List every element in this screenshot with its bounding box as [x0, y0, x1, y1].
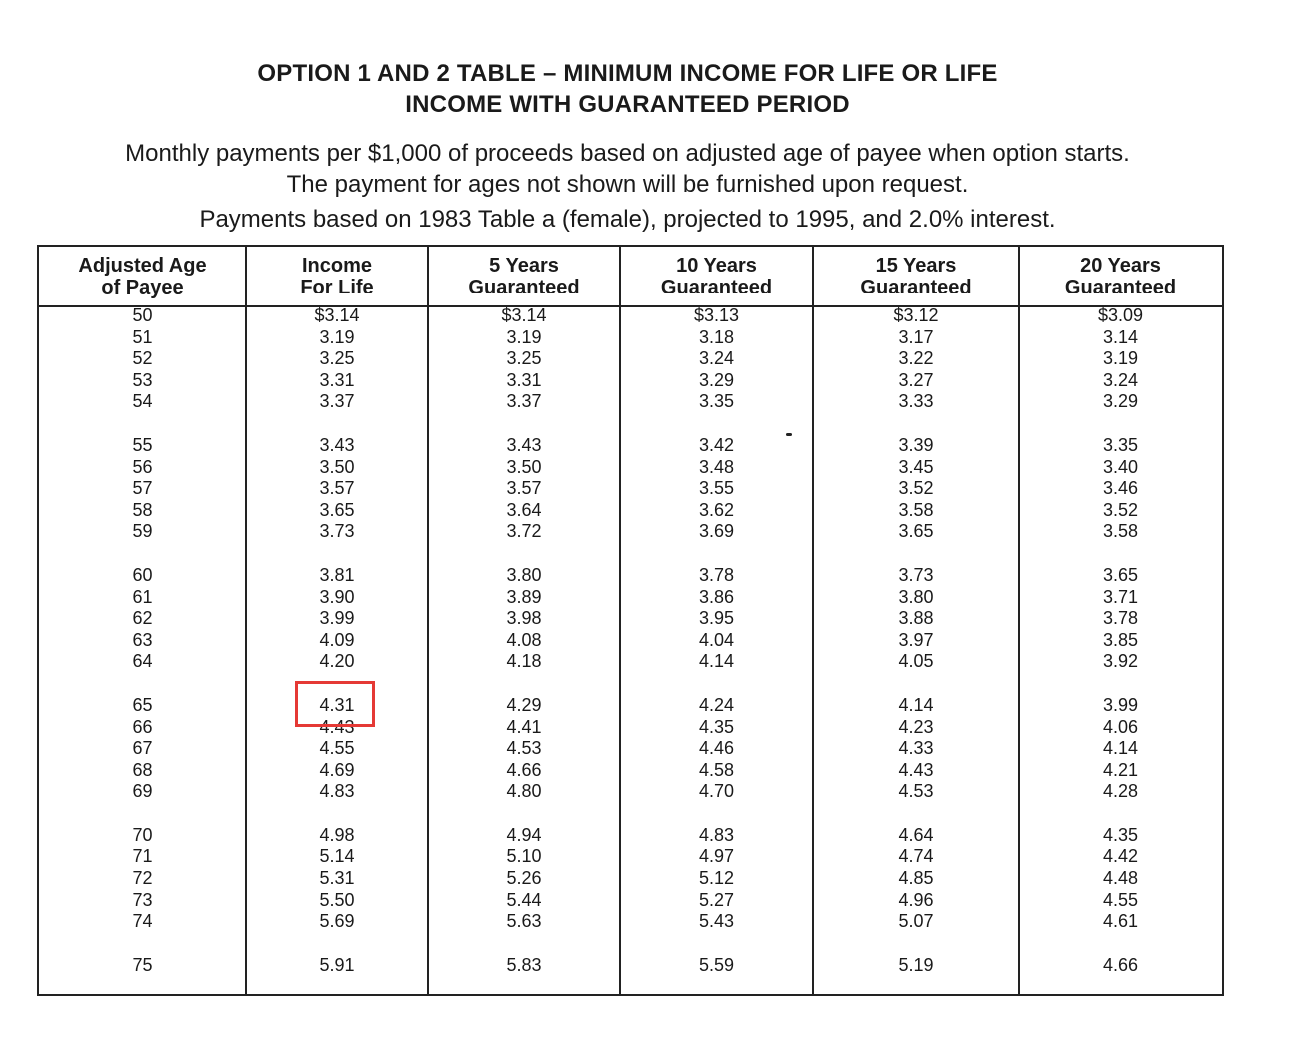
payment-cell: 4.20	[319, 651, 355, 672]
column-header-line-2: of Payee	[101, 277, 184, 299]
payment-cell: 3.24	[698, 348, 735, 369]
payment-cell: 3.27	[898, 369, 934, 390]
payment-cell: 3.24	[1102, 369, 1139, 390]
payment-cell: 3.57	[319, 478, 355, 499]
age-cell: 63	[132, 629, 153, 650]
row-group	[39, 435, 246, 543]
age-cell: 64	[132, 651, 153, 672]
age-cell: 73	[132, 889, 153, 910]
age-cell: 59	[132, 521, 153, 542]
payment-cell: 4.14	[698, 651, 735, 672]
payment-cell: 4.94	[506, 824, 542, 845]
row-group	[246, 825, 428, 933]
payment-cell: 4.31	[319, 694, 355, 715]
payment-cell: 3.31	[506, 369, 542, 390]
payment-cell: 3.78	[698, 564, 735, 585]
payment-cell: 3.52	[898, 478, 934, 499]
payment-cell: 3.72	[506, 521, 542, 542]
payment-cell: 3.65	[898, 521, 934, 542]
column-header-line-1: 20 Years	[1080, 255, 1161, 277]
payment-cell: 4.53	[506, 738, 542, 759]
payment-cell: 5.27	[698, 889, 735, 910]
payment-cell: 5.26	[506, 868, 542, 889]
column-header-line-2: Guaranteed	[660, 277, 773, 293]
title-line-1: OPTION 1 AND 2 TABLE – MINIMUM INCOME FOR LIFE OR LIFE	[257, 60, 998, 87]
column-header-age	[39, 255, 246, 299]
payment-cell: 4.33	[898, 738, 934, 759]
payment-cell: 4.46	[698, 738, 735, 759]
column-10-years	[620, 305, 813, 998]
payment-cell: 4.98	[319, 824, 355, 845]
payment-cell: 4.29	[506, 694, 542, 715]
payment-cell: 3.46	[1102, 478, 1139, 499]
payment-cell: 4.18	[506, 651, 542, 672]
payment-cell: 3.62	[698, 499, 735, 520]
column-header-line-1: 15 Years	[875, 255, 957, 277]
payment-cell: 3.19	[319, 326, 355, 347]
payment-cell: 4.64	[898, 824, 934, 845]
row-group	[428, 955, 620, 977]
payment-cell: 3.98	[506, 608, 542, 629]
payment-cell: 3.48	[698, 456, 735, 477]
column-header-5-years	[428, 255, 620, 293]
row-group	[39, 565, 246, 673]
payment-table	[37, 245, 1224, 996]
row-group	[246, 435, 428, 543]
age-cell: 52	[132, 348, 153, 369]
payment-cell: 3.31	[319, 369, 355, 390]
row-group	[1019, 695, 1222, 803]
row-group	[428, 435, 620, 543]
payment-cell: 3.19	[1102, 348, 1139, 369]
payment-cell: 4.24	[698, 694, 735, 715]
payment-cell: 3.37	[506, 391, 542, 412]
payment-cell: 3.42	[698, 434, 735, 455]
payment-cell: 3.57	[506, 478, 542, 499]
payment-cell: 4.09	[319, 629, 355, 650]
payment-cell: 5.12	[698, 868, 735, 889]
description-line-3: Payments based on 1983 Table a (female), projected to 1995, and 2.0% interest.	[199, 206, 1056, 233]
row-group	[1019, 825, 1222, 933]
payment-cell: $3.14	[501, 305, 547, 325]
payment-cell: 5.10	[506, 846, 542, 867]
payment-cell: 3.33	[898, 391, 934, 412]
age-cell: 68	[132, 759, 153, 780]
age-cell: 72	[132, 868, 153, 889]
payment-cell: 4.83	[319, 781, 355, 802]
row-group	[246, 305, 428, 413]
age-cell: 62	[132, 608, 153, 629]
age-cell: 60	[132, 564, 153, 585]
payment-cell: 5.44	[506, 889, 542, 910]
payment-cell: 3.69	[698, 521, 735, 542]
payment-cell: 3.17	[898, 326, 934, 347]
payment-cell: 4.42	[1102, 846, 1139, 867]
payment-cell: 4.14	[1102, 738, 1139, 759]
payment-cell: 3.73	[898, 564, 934, 585]
payment-cell: 5.14	[319, 846, 355, 867]
payment-cell: 3.92	[1102, 651, 1139, 672]
column-header-line-1: 5 Years	[489, 255, 559, 277]
payment-cell: 3.50	[506, 456, 542, 477]
payment-cell: 3.29	[1102, 391, 1139, 412]
payment-cell: 3.39	[898, 434, 934, 455]
row-group	[620, 435, 813, 543]
payment-cell: 4.06	[1102, 716, 1139, 737]
payment-cell: $3.09	[1097, 305, 1144, 325]
age-cell: 57	[132, 478, 153, 499]
age-cell: 61	[132, 586, 153, 607]
row-group	[428, 825, 620, 933]
payment-cell: 3.88	[898, 608, 934, 629]
payment-cell: 4.66	[506, 759, 542, 780]
age-cell: 50	[132, 305, 153, 325]
payment-cell: 3.58	[1102, 521, 1139, 542]
payment-cell: 5.19	[898, 954, 934, 975]
row-group	[813, 435, 1019, 543]
payment-cell: 4.97	[698, 846, 735, 867]
column-header-15-years	[813, 255, 1019, 293]
payment-cell: 3.65	[319, 499, 355, 520]
column-age	[39, 305, 246, 998]
highlight-box	[295, 681, 375, 727]
payment-cell: 4.58	[698, 759, 735, 780]
row-group	[620, 565, 813, 673]
payment-cell: 3.99	[1102, 694, 1139, 715]
row-group	[1019, 435, 1222, 543]
payment-cell: 3.35	[698, 391, 735, 412]
row-group	[813, 565, 1019, 673]
payment-cell: 4.43	[319, 716, 355, 737]
payment-cell: 4.70	[698, 781, 735, 802]
payment-cell: 3.71	[1102, 586, 1139, 607]
payment-cell: 5.59	[698, 954, 735, 975]
row-group	[39, 695, 246, 803]
row-group	[1019, 565, 1222, 673]
payment-cell: 4.85	[898, 868, 934, 889]
payment-cell: 4.41	[506, 716, 542, 737]
payment-cell: 3.78	[1102, 608, 1139, 629]
payment-cell: 3.80	[898, 586, 934, 607]
payment-cell: 4.74	[898, 846, 934, 867]
payment-cell: 3.45	[898, 456, 934, 477]
payment-cell: 3.99	[319, 608, 355, 629]
age-cell: 58	[132, 499, 153, 520]
payment-cell: 5.63	[506, 911, 542, 932]
description-line-1: Monthly payments per $1,000 of proceeds based on adjusted age of payee when option starts.	[125, 140, 1130, 167]
payment-cell: 3.97	[898, 629, 934, 650]
payment-cell: 4.48	[1102, 868, 1139, 889]
payment-cell: 3.35	[1102, 434, 1139, 455]
row-group	[813, 695, 1019, 803]
row-group	[246, 955, 428, 977]
column-header-line-2: Guaranteed	[1064, 277, 1177, 293]
payment-cell: 3.95	[698, 608, 735, 629]
payment-cell: 3.81	[319, 564, 355, 585]
payment-cell: 4.14	[898, 694, 934, 715]
payment-cell: 3.90	[319, 586, 355, 607]
description	[0, 138, 1255, 235]
payment-cell: 3.55	[698, 478, 735, 499]
column-header-line-2: For Life	[300, 277, 374, 293]
scan-speck	[786, 433, 792, 436]
payment-cell: 5.91	[319, 954, 355, 975]
age-cell: 74	[132, 911, 153, 932]
payment-cell: 4.35	[698, 716, 735, 737]
payment-cell: 3.43	[319, 434, 355, 455]
column-header-10-years	[620, 255, 813, 293]
column-5-years	[428, 305, 620, 998]
payment-cell: $3.14	[314, 305, 360, 325]
age-cell: 66	[132, 716, 153, 737]
age-cell: 71	[132, 846, 153, 867]
row-group	[1019, 955, 1222, 977]
row-group	[39, 305, 246, 413]
row-group	[813, 305, 1019, 413]
payment-cell: 3.43	[506, 434, 542, 455]
age-cell: 67	[132, 738, 153, 759]
age-cell: 75	[132, 954, 153, 975]
row-group	[39, 825, 246, 933]
payment-cell: 4.05	[898, 651, 934, 672]
age-cell: 70	[132, 824, 153, 845]
payment-cell: 3.89	[506, 586, 542, 607]
payment-cell: 3.29	[698, 369, 735, 390]
payment-cell: 3.85	[1102, 629, 1139, 650]
payment-cell: 5.69	[319, 911, 355, 932]
row-group	[428, 305, 620, 413]
payment-cell: 3.58	[898, 499, 934, 520]
payment-cell: 3.14	[1102, 326, 1139, 347]
row-group	[620, 695, 813, 803]
title-line-2: INCOME WITH GUARANTEED PERIOD	[405, 91, 850, 118]
payment-cell: 3.25	[506, 348, 542, 369]
payment-cell: 4.21	[1102, 759, 1139, 780]
age-cell: 56	[132, 456, 153, 477]
payment-cell: 3.19	[506, 326, 542, 347]
column-header-income-for-life	[246, 255, 428, 293]
age-cell: 55	[132, 434, 153, 455]
column-20-years	[1019, 305, 1222, 998]
payment-cell: 3.73	[319, 521, 355, 542]
column-header-line-1: 10 Years	[676, 255, 757, 277]
payment-cell: 5.83	[506, 954, 542, 975]
age-cell: 69	[132, 781, 153, 802]
payment-cell: 5.50	[319, 889, 355, 910]
row-group	[620, 305, 813, 413]
row-group	[620, 825, 813, 933]
row-group	[428, 695, 620, 803]
row-group	[620, 955, 813, 977]
payment-cell: 4.55	[1102, 889, 1139, 910]
payment-cell: 4.80	[506, 781, 542, 802]
row-group	[813, 825, 1019, 933]
row-group	[39, 955, 246, 977]
payment-cell: 4.83	[698, 824, 735, 845]
page-title	[0, 58, 1255, 120]
age-cell: 51	[132, 326, 153, 347]
payment-cell: 3.37	[319, 391, 355, 412]
payment-cell: 4.96	[898, 889, 934, 910]
column-header-line-2: Guaranteed	[468, 277, 580, 293]
payment-cell: 4.28	[1102, 781, 1139, 802]
payment-cell: 4.55	[319, 738, 355, 759]
payment-cell: 3.22	[898, 348, 934, 369]
column-header-line-1: Adjusted Age	[78, 255, 207, 277]
column-header-line-2: Guaranteed	[860, 277, 972, 293]
payment-cell: 3.52	[1102, 499, 1139, 520]
row-group	[813, 955, 1019, 977]
payment-cell: 5.31	[319, 868, 355, 889]
payment-cell: 4.53	[898, 781, 934, 802]
payment-cell: 5.43	[698, 911, 735, 932]
payment-cell: 3.80	[506, 564, 542, 585]
age-cell: 65	[132, 694, 153, 715]
payment-cell: 4.43	[898, 759, 934, 780]
payment-cell: 3.25	[319, 348, 355, 369]
payment-cell: 3.64	[506, 499, 542, 520]
column-15-years	[813, 305, 1019, 998]
column-header-line-1: Income	[301, 255, 373, 277]
payment-cell: 3.18	[698, 326, 735, 347]
payment-cell: 3.50	[319, 456, 355, 477]
payment-cell: $3.13	[693, 305, 740, 325]
payment-cell: 4.61	[1102, 911, 1139, 932]
payment-cell: $3.12	[893, 305, 939, 325]
row-group	[1019, 305, 1222, 413]
payment-cell: 4.04	[698, 629, 735, 650]
payment-cell: 5.07	[898, 911, 934, 932]
payment-cell: 4.66	[1102, 954, 1139, 975]
payment-cell: 4.23	[898, 716, 934, 737]
row-group	[428, 565, 620, 673]
payment-cell: 4.69	[319, 759, 355, 780]
payment-cell: 3.65	[1102, 564, 1139, 585]
column-header-20-years	[1019, 255, 1222, 293]
payment-cell: 3.86	[698, 586, 735, 607]
row-group	[246, 565, 428, 673]
age-cell: 53	[132, 369, 153, 390]
column-income-for-life	[246, 305, 428, 998]
age-cell: 54	[132, 391, 153, 412]
payment-cell: 4.08	[506, 629, 542, 650]
description-line-2: The payment for ages not shown will be furnished upon request.	[286, 171, 969, 198]
payment-cell: 4.35	[1102, 824, 1139, 845]
payment-cell: 3.40	[1102, 456, 1139, 477]
